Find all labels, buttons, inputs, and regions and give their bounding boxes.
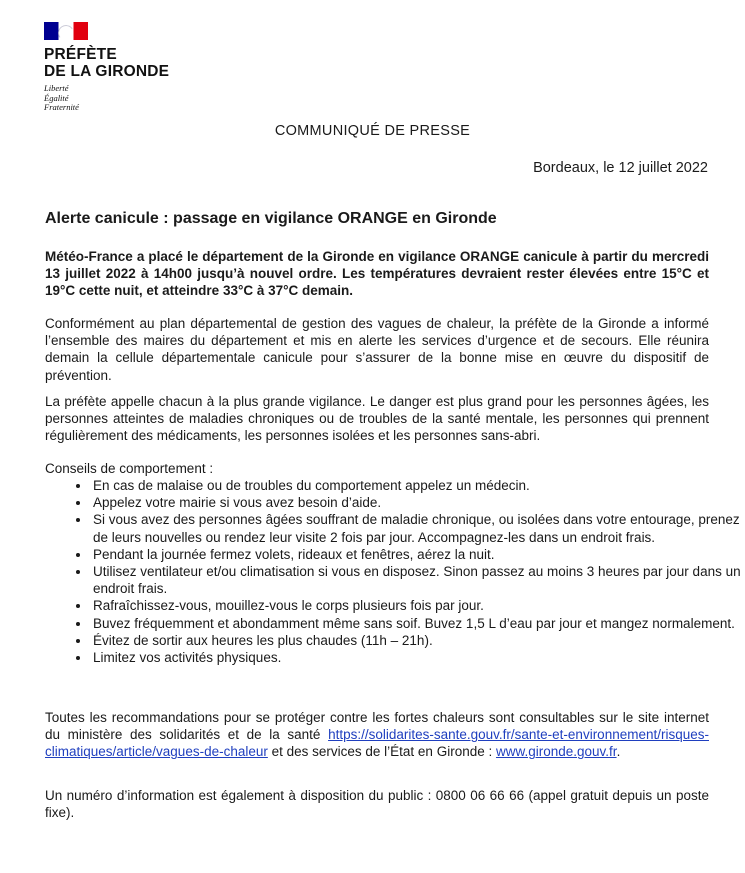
paragraph-resources [45, 709, 709, 761]
marianne-flag-icon [44, 22, 88, 40]
institution-line-1: PRÉFÈTE [44, 46, 117, 63]
ministry-health-link[interactable]: https://solidarites-sante.gouv.fr/sante-et-environnement/risques-climatiques/article/vagues-de-chaleur [45, 727, 709, 760]
motto-fraternite: Fraternité [44, 102, 79, 112]
list-item: • Buvez fréquemment et abondamment même sans soif. Buvez 1,5 L d’eau par jour et mangez normalement. [91, 615, 745, 632]
resources-text-after: . [616, 744, 621, 760]
list-item: • Limitez vos activités physiques. [91, 649, 745, 666]
vigilance-call: La préfète appelle chacun à la plus grande vigilance. [45, 394, 366, 409]
resources-text-before: Toutes les recommandations pour se protéger contre les fortes chaleurs sont consultables sur le site internet du ministère des solidarités et de la santé [45, 710, 709, 743]
institution-name [44, 46, 244, 80]
paragraph-plan: Conformément au plan départemental de gestion des vagues de chaleur, la préfète de la Gironde a informé l’ensemble des maires du département et mis en alerte les services d’urgence et de secours. Elle réunira demain la cellule départementale canicule pour s’assurer de la bonne mise en œuvre du dispositif de prévention. [45, 316, 709, 383]
list-item: • Appelez votre mairie si vous avez besoin d’aide. [91, 494, 745, 511]
motto-egalite: Égalité [44, 92, 69, 103]
motto-liberte: Liberté [44, 83, 69, 93]
press-release-title: Alerte canicule : passage en vigilance ORANGE en Gironde [45, 210, 497, 227]
list-item: • Utilisez ventilateur et/ou climatisation si vous en disposez. Sinon passez au moins 3 heures par jour dans un endroit frais. [91, 563, 745, 597]
place-and-date: Bordeaux, le 12 juillet 2022 [533, 160, 708, 176]
prefecture-logo [44, 22, 244, 113]
list-item: • Pendant la journée fermez volets, rideaux et fenêtres, aérez la nuit. [91, 546, 745, 563]
lead-paragraph: Météo-France a placé le département de la Gironde en vigilance ORANGE canicule à partir du mercredi 13 juillet 2022 à 14h00 jusqu’à nouvel ordre. Les températures devraient rester élevées entre 15°C et 19°C cette nuit, et atteindre 33°C à 37°C demain. [45, 249, 709, 299]
list-item: • Rafraîchissez-vous, mouillez-vous le corps plusieurs fois par jour. [91, 597, 745, 614]
paragraph-vigilance [45, 393, 709, 445]
list-item: • Si vous avez des personnes âgées souffrant de maladie chronique, ou isolées dans votre entourage, prenez de leurs nouvelles ou rendez leur visite 2 fois par jour. Accompagnez-les dans un endroit frais. [91, 511, 745, 545]
gironde-gouv-link[interactable]: www.gironde.gouv.fr [495, 744, 617, 760]
list-item: • En cas de malaise ou de troubles du comportement appelez un médecin. [91, 477, 745, 494]
republic-motto [44, 84, 244, 113]
paragraph-hotline: Un numéro d’information est également à disposition du public : 0800 06 66 66 (appel gratuit depuis un poste fixe). [45, 788, 709, 821]
advice-list [45, 477, 745, 666]
advice-heading: Conseils de comportement : [45, 461, 214, 476]
list-item: • Évitez de sortir aux heures les plus chaudes (11h – 21h). [91, 632, 745, 649]
resources-text-middle: et des services de l’État en Gironde : [267, 744, 496, 760]
document-type: COMMUNIQUÉ DE PRESSE [274, 123, 471, 139]
institution-line-2: DE LA GIRONDE [44, 63, 170, 80]
vigilance-details: Le danger est plus grand pour les personnes âgées, les personnes atteintes de maladies chroniques ou de troubles de la santé mentale, les personnes qui prennent régulièrement des médicaments, les personnes isolées et les personnes sans-abri. [45, 394, 709, 444]
